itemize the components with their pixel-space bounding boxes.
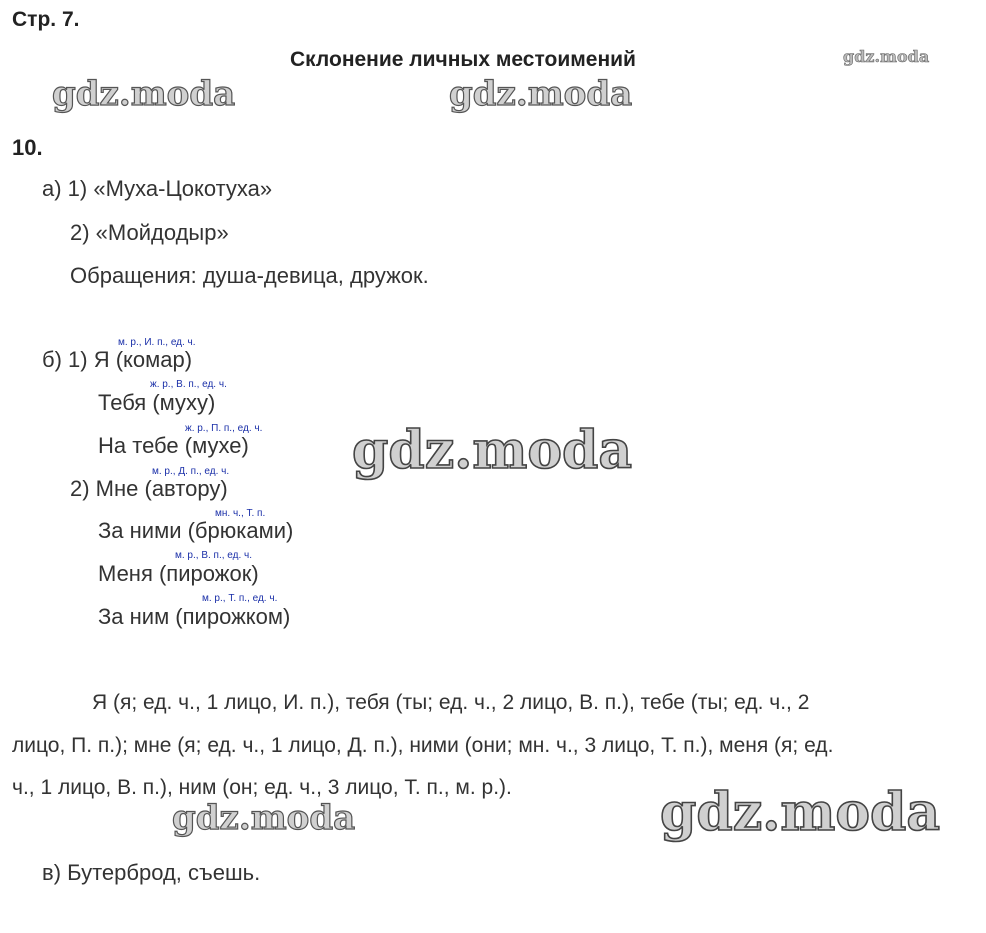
part-b-line-7: За ним (пирожком) xyxy=(98,604,291,629)
part-a-line-2: 2) «Мойдодыр» xyxy=(70,220,229,245)
watermark-lower-right: gdz.moda xyxy=(660,782,941,843)
annotation-1: м. р., И. п., ед. ч. xyxy=(118,337,196,348)
watermark-left: gdz.moda xyxy=(52,74,236,114)
page-label: Стр. 7. xyxy=(12,8,80,31)
exercise-number: 10. xyxy=(12,135,43,160)
annotation-2: ж. р., В. п., ед. ч. xyxy=(150,379,227,390)
annotation-3: ж. р., П. п., ед. ч. xyxy=(185,423,263,434)
part-b-line-4: 2) Мне (автору) xyxy=(70,476,228,501)
page-title: Склонение личных местоимений xyxy=(290,48,636,71)
annotation-5: мн. ч., Т. п. xyxy=(215,508,266,519)
part-c-line-1: в) Бутерброд, съешь. xyxy=(42,860,261,885)
watermark-small: gdz.moda xyxy=(843,47,930,66)
part-b-line-1: б) 1) Я (комар) xyxy=(42,347,193,372)
annotation-4: м. р., Д. п., ед. ч. xyxy=(152,466,230,477)
watermark-center: gdz.moda xyxy=(449,74,633,114)
watermark-lower-left: gdz.moda xyxy=(172,798,356,838)
paragraph-line-3: ч., 1 лицо, В. п.), ним (он; ед. ч., 3 лицо, Т. п., м. р.). xyxy=(12,776,512,799)
part-a-line-3: Обращения: душа-девица, дружок. xyxy=(70,263,429,288)
paragraph-line-2: лицо, П. п.); мне (я; ед. ч., 1 лицо, Д. п.), ними (они; мн. ч., 3 лицо, Т. п.), меня (я; ед. xyxy=(12,734,834,757)
annotation-6: м. р., В. п., ед. ч. xyxy=(175,550,253,561)
paragraph-line-1: Я (я; ед. ч., 1 лицо, И. п.), тебя (ты; ед. ч., 2 лицо, В. п.), тебе (ты; ед. ч., 2 xyxy=(92,691,810,714)
part-b-line-3: На тебе (мухе) xyxy=(98,433,249,458)
watermark-large-middle: gdz.moda xyxy=(352,420,633,481)
part-b-line-6: Меня (пирожок) xyxy=(98,561,259,586)
part-b-line-5: За ними (брюками) xyxy=(98,518,294,543)
part-b-line-2: Тебя (муху) xyxy=(98,390,216,415)
annotation-7: м. р., Т. п., ед. ч. xyxy=(202,593,278,604)
part-a-line-1: а) 1) «Муха-Цокотуха» xyxy=(42,176,273,201)
